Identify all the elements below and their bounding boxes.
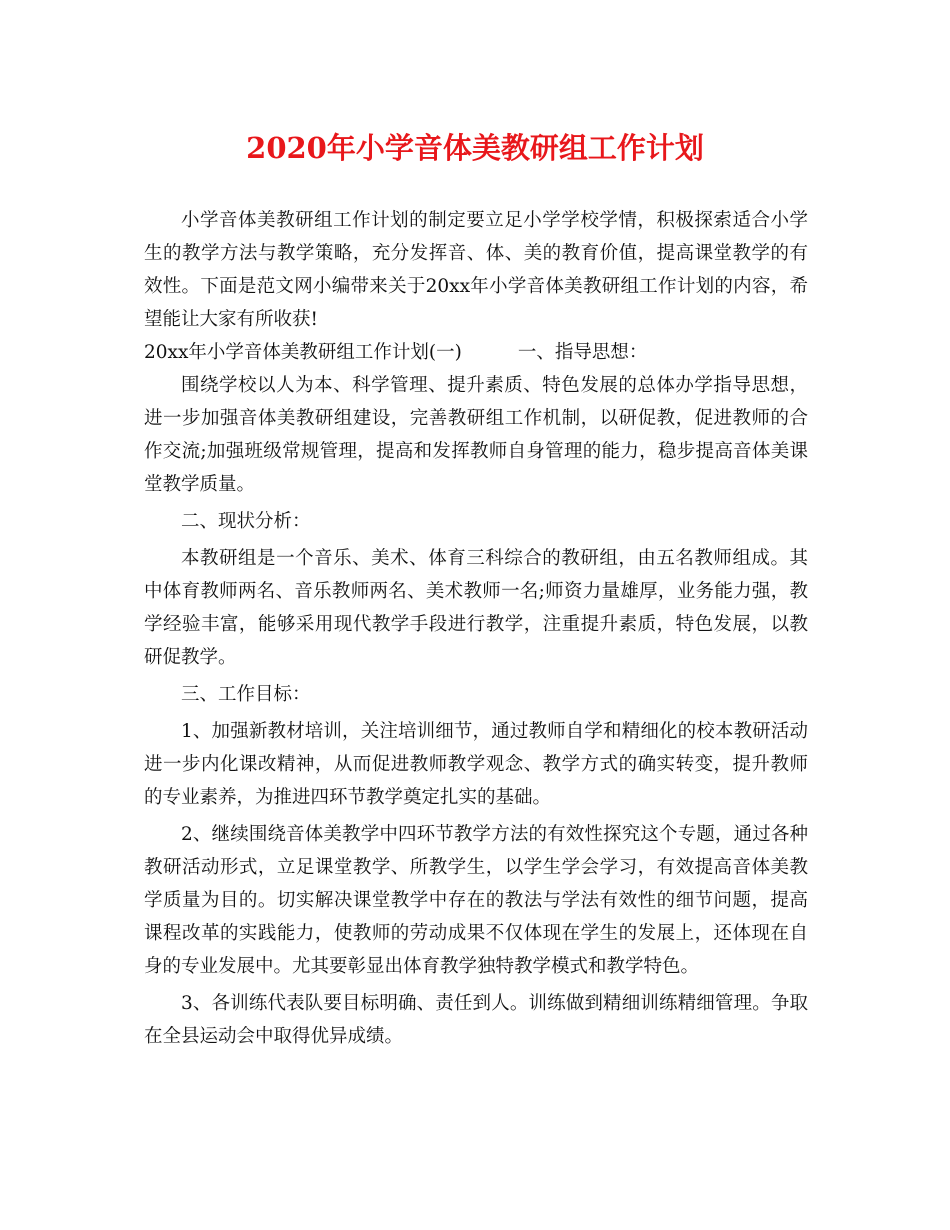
guiding-ideology-paragraph: 围绕学校以人为本、科学管理、提升素质、特色发展的总体办学指导思想，进一步加强音体美教研组建设，完善教研组工作机制，以研促教，促进教师的合作交流;加强班级常规管理，提高和发挥教师自身管理的能力，稳步提高音体美课堂教学质量。 <box>144 375 808 495</box>
intro-paragraph: 小学音体美教研组工作计划的制定要立足小学学校学情，积极探索适合小学生的教学方法与教学策略，充分发挥音、体、美的教育价值，提高课堂教学的有效性。下面是范文网小编带来关于20xx年小学音体美教研组工作计划的内容，希望能让大家有所收获! <box>144 210 808 330</box>
document-body <box>144 204 808 1053</box>
current-analysis-paragraph: 本教研组是一个音乐、美术、体育三科综合的教研组，由五名教师组成。其中体育教师两名、音乐教师两名、美术教师一名;师资力量雄厚，业务能力强，教学经验丰富，能够采用现代教学手段进行教学，注重提升素质，特色发展，以教研促教学。 <box>144 548 808 668</box>
section-heading-work-goals: 三、工作目标： <box>181 684 311 705</box>
document-title: 2020年小学音体美教研组工作计划 <box>246 131 704 165</box>
goal-item-3: 3、各训练代表队要目标明确、责任到人。训练做到精细训练精细管理。争取在全县运动会中取得优异成绩。 <box>144 993 808 1047</box>
plan-subtitle: 20xx年小学音体美教研组工作计划(一) <box>144 342 462 363</box>
section-heading-current-analysis: 二、现状分析： <box>181 511 311 532</box>
goal-item-2: 2、继续围绕音体美教学中四环节教学方法的有效性探究这个专题，通过各种教研活动形式，立足课堂教学、所教学生，以学生学会学习，有效提高音体美教学质量为目的。切实解决课堂教学中存在的教法与学法有效性的细节问题，提高课程改革的实践能力，使教师的劳动成果不仅体现在学生的发展上，还体现在自身的专业发展中。尤其要彰显出体育教学独特教学模式和教学特色。 <box>144 824 808 977</box>
section-heading-guiding-ideology: 一、指导思想： <box>517 342 648 363</box>
goal-item-1: 1、加强新教材培训，关注培训细节，通过教师自学和精细化的校本教研活动进一步内化课改精神，从而促进教师教学观念、教学方式的确实转变，提升教师的专业素养，为推进四环节教学奠定扎实的基础。 <box>144 721 808 808</box>
plan-heading-line <box>144 336 808 369</box>
